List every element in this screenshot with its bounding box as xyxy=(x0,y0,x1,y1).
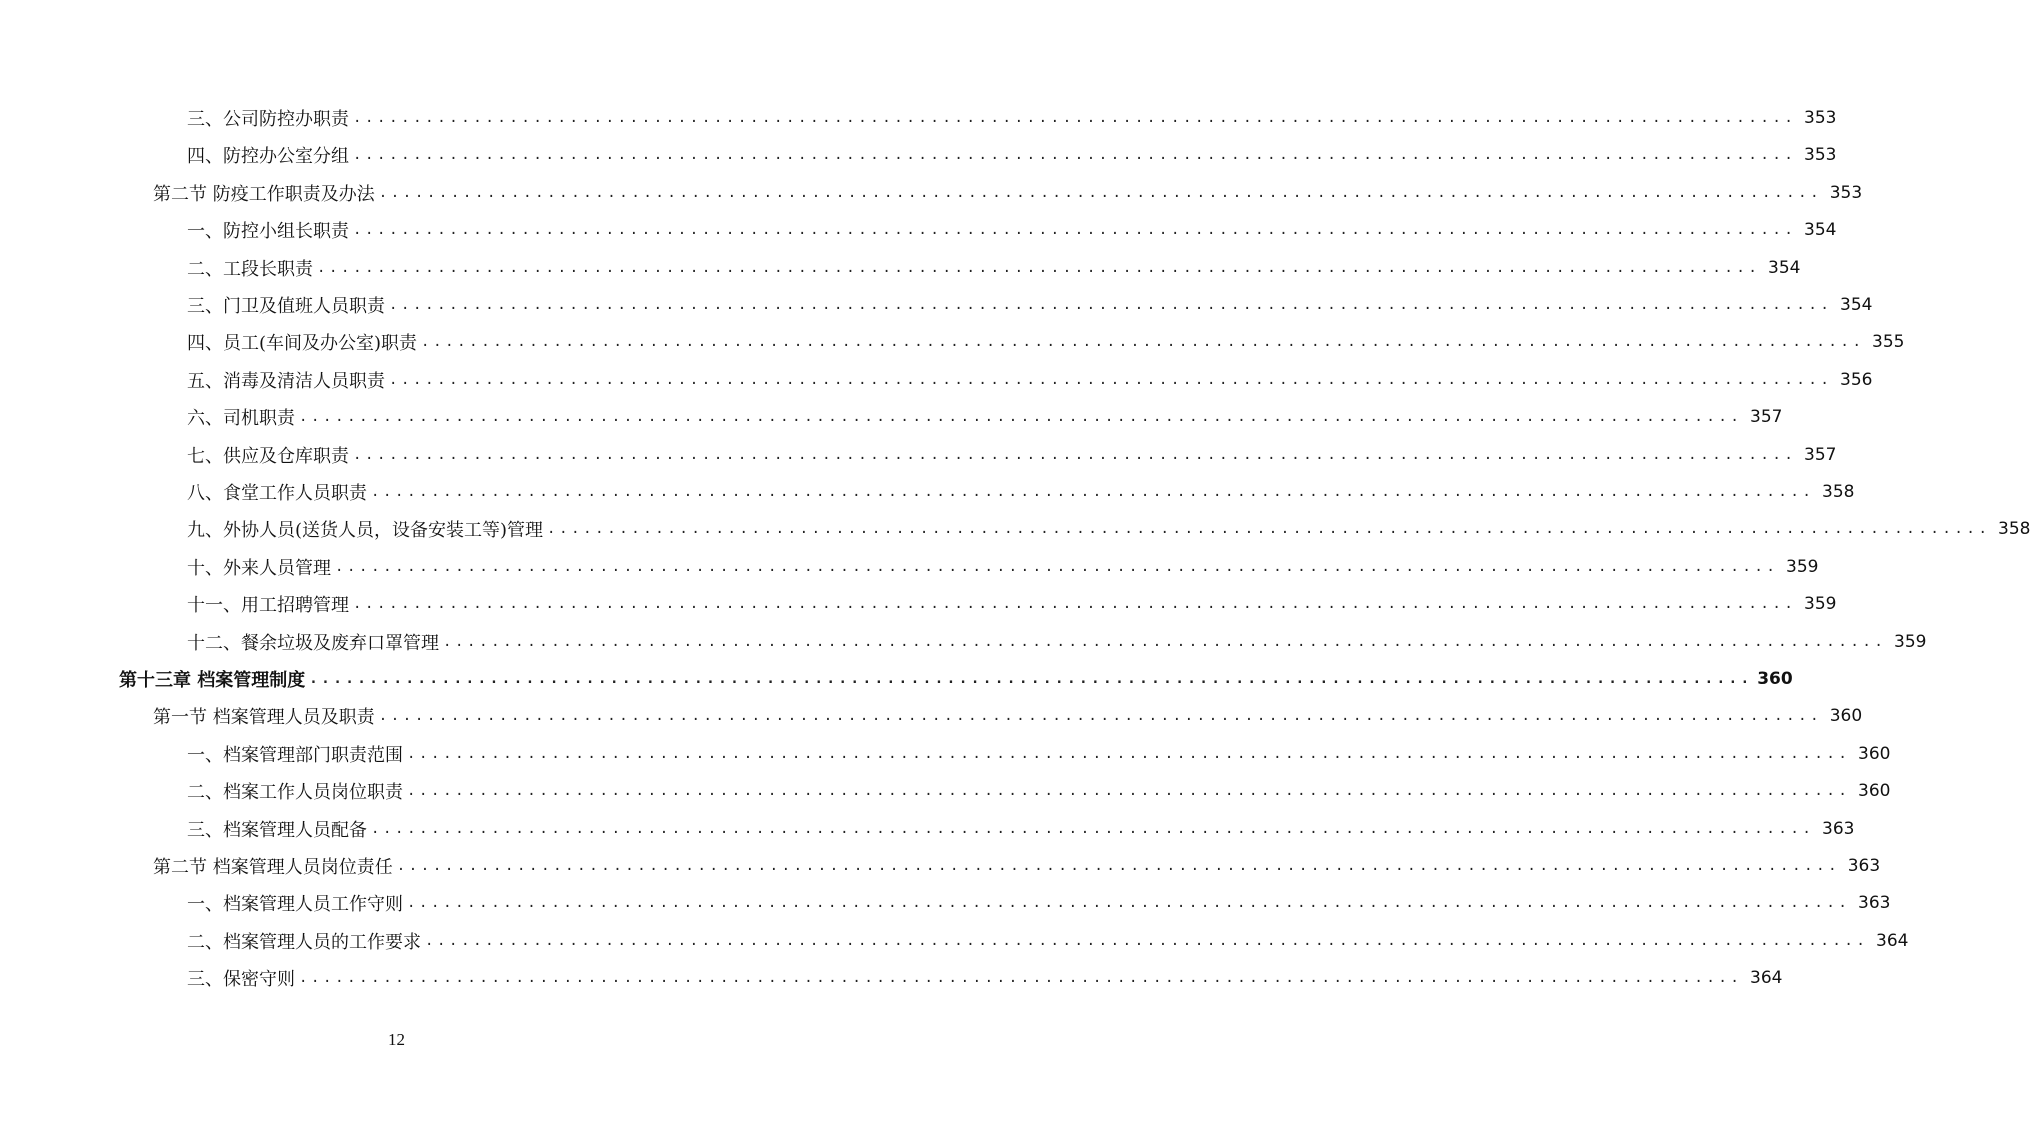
toc-entry[interactable] xyxy=(187,399,1783,436)
toc-entry-page-number: 357 xyxy=(1750,407,1783,428)
toc-dot-leader: ........................................................................................................................ xyxy=(378,184,1823,201)
toc-entry[interactable] xyxy=(187,623,1927,660)
toc-entry-page-number: 353 xyxy=(1804,145,1837,166)
toc-entry-title: 三、公司防控办职责 xyxy=(187,109,349,130)
toc-dot-leader: ........................................................................................................................ xyxy=(378,708,1823,725)
toc-entry-page-number: 363 xyxy=(1822,818,1855,839)
toc-entry[interactable] xyxy=(187,885,1891,922)
toc-entry[interactable] xyxy=(187,586,1837,623)
toc-entry-page-number: 360 xyxy=(1858,743,1891,764)
toc-entry[interactable] xyxy=(187,548,1819,585)
toc-entry-page-number: 355 xyxy=(1872,332,1905,353)
toc-dot-leader: ........................................................................................................................ xyxy=(353,222,1797,239)
toc-entry-title: 第二节 档案管理人员岗位责任 xyxy=(153,857,393,878)
toc-dot-leader: ........................................................................................................................ xyxy=(299,970,1743,987)
toc-entry-page-number: 354 xyxy=(1804,220,1837,241)
toc-entry[interactable] xyxy=(187,361,1873,398)
toc-entry-title: 三、档案管理人员配备 xyxy=(187,819,367,841)
toc-entry-page-number: 353 xyxy=(1804,108,1837,128)
toc-entry-title: 十一、用工招聘管理 xyxy=(187,595,349,617)
toc-entry[interactable] xyxy=(153,848,1881,885)
toc-entry-page-number: 364 xyxy=(1876,930,1909,951)
toc-entry-page-number: 363 xyxy=(1847,856,1881,876)
toc-entry-page-number: 360 xyxy=(1829,706,1863,727)
toc-entry-title: 七、供应及仓库职责 xyxy=(187,445,349,467)
toc-entry[interactable] xyxy=(187,100,1837,137)
toc-entry[interactable] xyxy=(187,511,2031,548)
toc-entry-title: 十、外来人员管理 xyxy=(187,557,331,579)
toc-entry[interactable] xyxy=(187,922,1909,959)
toc-entry-page-number: 363 xyxy=(1858,893,1891,914)
toc-dot-leader: ........................................................................................................................ xyxy=(407,783,1851,800)
toc-entry-page-number: 360 xyxy=(1757,669,1793,689)
toc-entry-title: 二、档案管理人员的工作要求 xyxy=(187,931,421,953)
toc-entry-page-number: 356 xyxy=(1840,369,1873,390)
toc-dot-leader: ........................................................................................................................ xyxy=(547,521,1991,538)
toc-entry-title: 二、档案工作人员岗位职责 xyxy=(187,782,403,804)
toc-entry[interactable] xyxy=(187,810,1855,847)
toc-entry[interactable] xyxy=(119,661,1793,698)
toc-dot-leader: ........................................................................................................................ xyxy=(425,932,1869,949)
toc-entry-title: 第一节 档案管理人员及职责 xyxy=(153,707,375,729)
toc-entry-title: 四、防控办公室分组 xyxy=(187,146,349,168)
toc-entry-page-number: 358 xyxy=(1822,482,1855,502)
toc-entry-page-number: 357 xyxy=(1804,444,1837,465)
toc-dot-leader: ........................................................................................................................ xyxy=(389,371,1833,388)
toc-dot-leader: ........................................................................................................................ xyxy=(353,596,1797,613)
toc-entry[interactable] xyxy=(153,174,1863,211)
toc-entry-title: 三、门卫及值班人员职责 xyxy=(187,296,385,317)
toc-entry[interactable] xyxy=(187,773,1891,810)
toc-entry-title: 一、防控小组长职责 xyxy=(187,221,349,243)
toc-dot-leader: ........................................................................................................................ xyxy=(371,820,1815,837)
toc-entry-title: 二、工段长职责 xyxy=(187,258,313,280)
toc-dot-leader: ........................................................................................................................ xyxy=(396,858,1841,874)
toc-dot-leader: ........................................................................................................................ xyxy=(407,895,1851,912)
toc-dot-leader: ........................................................................................................................ xyxy=(353,110,1797,126)
toc-dot-leader: ........................................................................................................................ xyxy=(309,671,1753,687)
toc-entry[interactable] xyxy=(187,474,1855,511)
toc-entry-page-number: 353 xyxy=(1829,182,1863,203)
toc-entry[interactable] xyxy=(187,212,1837,249)
toc-entry[interactable] xyxy=(153,698,1863,735)
toc-dot-leader: ........................................................................................................................ xyxy=(353,147,1797,164)
toc-dot-leader: ........................................................................................................................ xyxy=(335,558,1779,575)
toc-dot-leader: ........................................................................................................................ xyxy=(353,446,1797,463)
toc-entry-title: 一、档案管理部门职责范围 xyxy=(187,744,403,766)
toc-entry-page-number: 360 xyxy=(1858,781,1891,802)
toc-entry-title: 第二节 防疫工作职责及办法 xyxy=(153,183,375,205)
toc-dot-leader: ........................................................................................................................ xyxy=(389,297,1833,313)
toc-entry-page-number: 364 xyxy=(1750,968,1783,989)
toc-entry-page-number: 354 xyxy=(1840,295,1873,315)
toc-entry-page-number: 359 xyxy=(1786,556,1819,577)
toc-entry-title: 九、外协人员(送货人员，设备安装工等)管理 xyxy=(187,520,544,542)
toc-entry-title: 五、消毒及清洁人员职责 xyxy=(187,370,385,392)
toc-entry-title: 四、员工(车间及办公室)职责 xyxy=(187,333,418,355)
toc-entry[interactable] xyxy=(187,249,1801,286)
toc-entry-page-number: 359 xyxy=(1894,631,1927,652)
toc-entry-title: 十二、餐余垃圾及废弃口罩管理 xyxy=(187,632,439,654)
toc-dot-leader: ........................................................................................................................ xyxy=(299,409,1743,426)
toc-dot-leader: ........................................................................................................................ xyxy=(407,745,1851,762)
toc-dot-leader: ........................................................................................................................ xyxy=(371,484,1815,500)
toc-entry-page-number: 354 xyxy=(1768,257,1801,278)
toc-entry-title: 六、司机职责 xyxy=(187,408,295,430)
toc-entry[interactable] xyxy=(187,137,1837,174)
toc-entry-page-number: 358 xyxy=(1998,519,2031,540)
toc-dot-leader: ........................................................................................................................ xyxy=(443,633,1887,650)
toc-entry[interactable] xyxy=(187,735,1891,772)
toc-entry-title: 第十三章 档案管理制度 xyxy=(119,670,306,691)
toc-entry[interactable] xyxy=(187,287,1873,324)
toc-entry-page-number: 359 xyxy=(1804,594,1837,615)
footer-page-number: 12 xyxy=(388,1030,405,1049)
toc-entry-title: 一、档案管理人员工作守则 xyxy=(187,894,403,916)
toc-entry[interactable] xyxy=(187,324,1905,361)
toc-entry-title: 三、保密守则 xyxy=(187,969,295,991)
toc-dot-leader: ........................................................................................................................ xyxy=(317,259,1761,276)
toc-dot-leader: ........................................................................................................................ xyxy=(421,334,1865,351)
toc-entry[interactable] xyxy=(187,960,1783,997)
toc-entry-title: 八、食堂工作人员职责 xyxy=(187,483,367,504)
toc-entry[interactable] xyxy=(187,436,1837,473)
